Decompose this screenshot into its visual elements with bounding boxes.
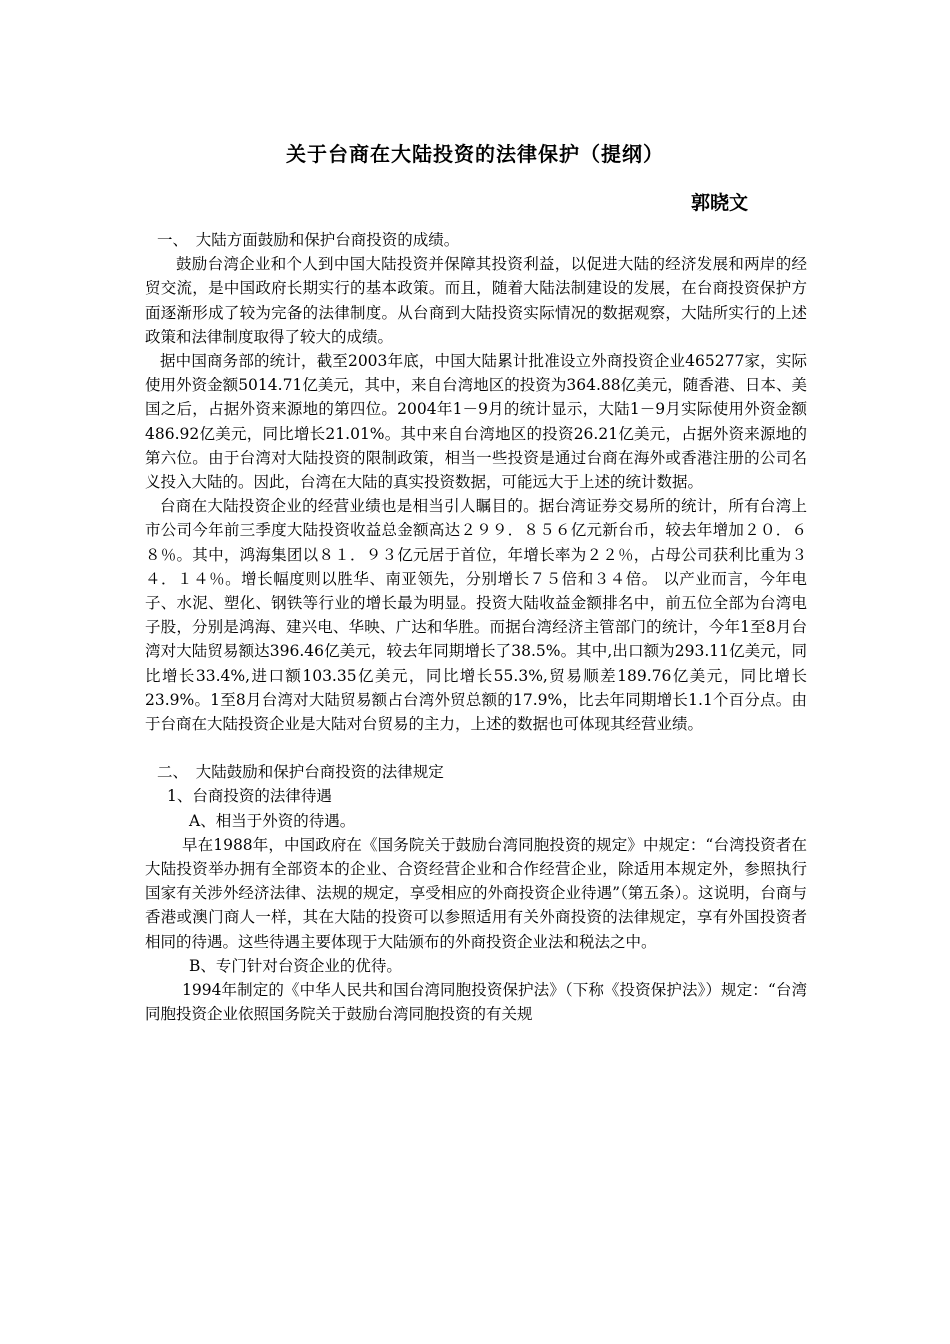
section-1-paragraph-2: 据中国商务部的统计，截至2003年底，中国大陆累计批准设立外商投资企业465277家，实际使用外资金额5014.71亿美元，其中，来自台湾地区的投资为364.88亿美元，随香港、日本、美国之后，占据外资来源地的第四位。2004年1－9月的统计显示，大陆1－9月实际使用外资金额486.92亿美元，同比增长21.01%。其中来自台湾地区的投资26.21亿美元，占据外资来源地的第六位。由于台湾对大陆投资的限制政策，相当一些投资是通过台商在海外或香港注册的公司名义投入大陆的。因此，台湾在大陆的真实投资数据，可能远大于上述的统计数据。 — [145, 352, 807, 492]
subsection-b-heading: B、专门针对台资企业的优待。 — [189, 956, 402, 975]
subsection-1-heading: 1、台商投资的法律待遇 — [167, 787, 332, 806]
section-1-heading: 一、 大陆方面鼓励和保护台商投资的成绩。 — [157, 231, 460, 249]
subsection-a-heading: A、相当于外资的待遇。 — [189, 811, 356, 830]
document-title: 关于台商在大陆投资的法律保护（提纲） — [286, 142, 664, 166]
document-body — [145, 228, 807, 1027]
section-2-heading: 二、 大陆鼓励和保护台商投资的法律规定 — [157, 763, 444, 782]
author-name: 郭晓文 — [690, 192, 748, 214]
subsection-a-paragraph: 早在1988年，中国政府在《国务院关于鼓励台湾同胞投资的规定》中规定：“台湾投资者在大陆投资举办拥有全部资本的企业、合资经营企业和合作经营企业，除适用本规定外，参照执行国家有关涉外经济法律、法规的规定，享受相应的外商投资企业待遇”（第五条）。这说明，台商与香港或澳门商人一样，其在大陆的投资可以参照适用有关外商投资的法律规定，享有外国投资者相同的待遇。这些待遇主要体现于大陆颁布的外商投资企业法和税法之中。 — [145, 835, 807, 951]
section-spacer — [145, 736, 807, 760]
section-1-paragraph-1: 鼓励台湾企业和个人到中国大陆投资并保障其投资利益，以促进大陆的经济发展和两岸的经贸交流，是中国政府长期实行的基本政策。而且，随着大陆法制建设的发展，在台商投资保护方面逐渐形成了较为完备的法律制度。从台商到大陆投资实际情况的数据观察，大陆所实行的上述政策和法律制度取得了较大的成绩。 — [145, 255, 807, 346]
section-1-paragraph-3: 台商在大陆投资企业的经营业绩也是相当引人瞩目的。据台湾证券交易所的统计，所有台湾上市公司今年前三季度大陆投资收益总金额高达２９９．８５６亿元新台币，较去年增加２０．６８％。其中，鸿海集团以８１．９３亿元居于首位，年增长率为２２％，占母公司获利比重为３４．１４％。增长幅度则以胜华、南亚领先，分别增长７５倍和３４倍。 以产业而言，今年电子、水泥、塑化、钢铁等行业的增长最为明显。投资大陆收益金额排名中，前五位全部为台湾电子股，分别是鸿海、建兴电、华映、广达和华胜。而据台湾经济主管部门的统计，今年1至8月台湾对大陆贸易额达396.46亿美元，较去年同期增长了38.5%。其中,出口额为293.11亿美元，同比增长33.4%,进口额103.35亿美元，同比增长55.3%,贸易顺差189.76亿美元，同比增长23.9%。1至8月台湾对大陆贸易额占台湾外贸总额的17.9%，比去年同期增长1.1个百分点。由于台商在大陆投资企业是大陆对台贸易的主力，上述的数据也可体现其经营业绩。 — [145, 497, 807, 734]
subsection-b-paragraph: 1994年制定的《中华人民共和国台湾同胞投资保护法》（下称《投资保护法》）规定：“台湾同胞投资企业依照国务院关于鼓励台湾同胞投资的有关规 — [145, 981, 807, 1024]
